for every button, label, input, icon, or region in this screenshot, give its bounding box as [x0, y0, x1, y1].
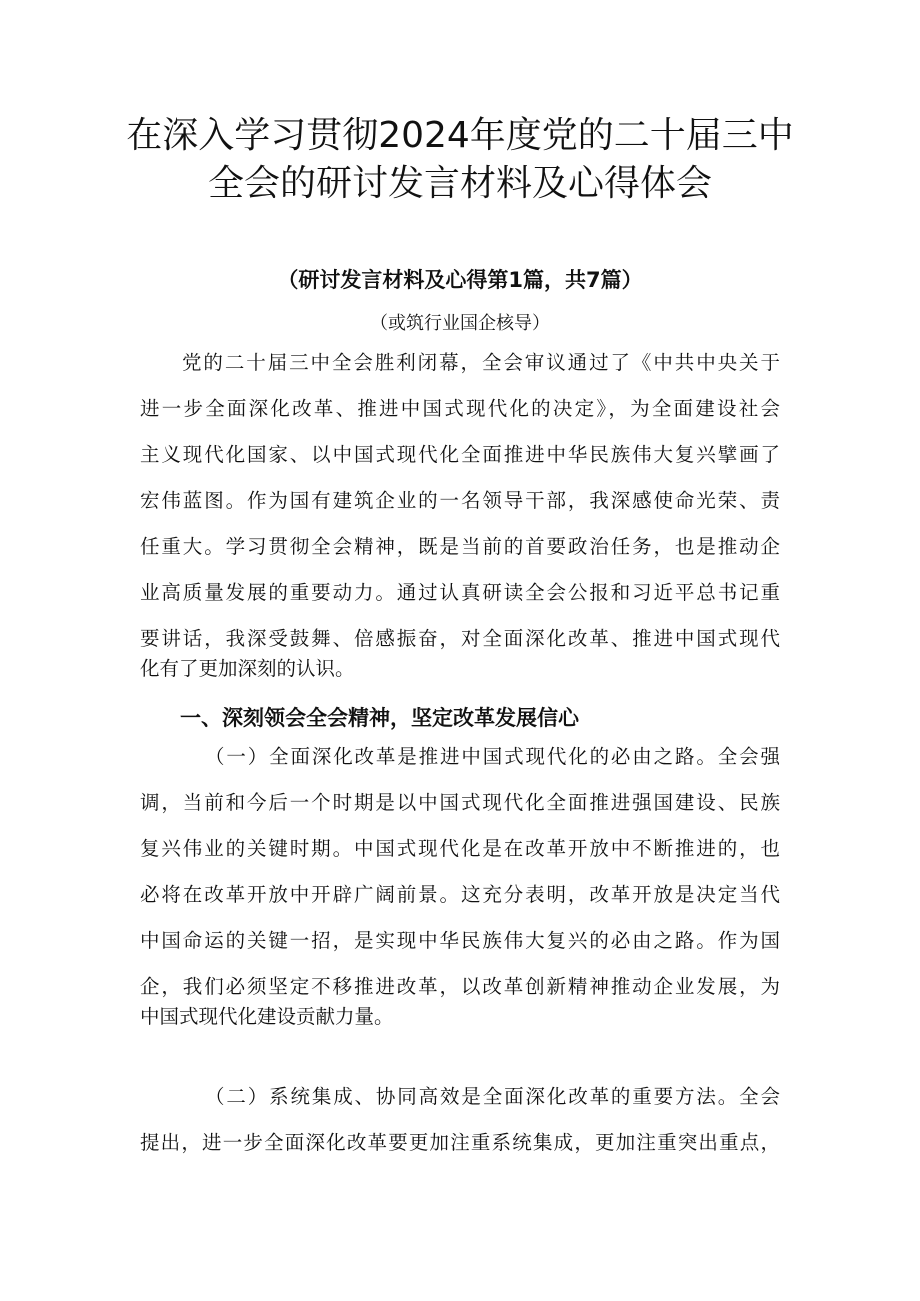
- intro-line: 任重大。学习贯彻全会精神，既是当前的首要政治任务，也是推动企: [140, 535, 780, 558]
- section-heading: 一、深刻领会全会精神，坚定改革发展信心: [180, 706, 579, 730]
- para1-line: 企，我们必须坚定不移推进改革，以改革创新精神推动企业发展，为: [140, 975, 780, 998]
- document-title-line-1: 在深入学习贯彻2024年度党的二十届三中: [126, 115, 794, 156]
- para1-line: 中国命运的关键一招，是实现中华民族伟大复兴的必由之路。作为国: [140, 929, 780, 952]
- intro-line: 要讲话，我深受鼓舞、倍感振奋，对全面深化改革、推进中国式现代: [140, 627, 780, 650]
- intro-line: 主义现代化国家、以中国式现代化全面推进中华民族伟大复兴擘画了: [140, 443, 780, 466]
- intro-line: 党的二十届三中全会胜利闭幕，全会审议通过了《中共中央关于: [182, 351, 780, 374]
- para2-line: （二）系统集成、协同高效是全面深化改革的重要方法。全会: [205, 1085, 780, 1108]
- para2-line: 提出，进一步全面深化改革要更加注重系统集成，更加注重突出重点，: [140, 1131, 780, 1154]
- para1-line: 中国式现代化建设贡献力量。: [140, 1005, 394, 1028]
- intro-line: 进一步全面深化改革、推进中国式现代化的决定》，为全面建设社会: [140, 397, 780, 420]
- para1-line: 调，当前和今后一个时期是以中国式现代化全面推进强国建设、民族: [140, 791, 780, 814]
- document-subtitle: （研讨发言材料及心得第1篇，共7篇）: [277, 268, 643, 292]
- intro-line: 业高质量发展的重要动力。通过认真研读全会公报和习近平总书记重: [140, 581, 780, 604]
- para1-line: 复兴伟业的关键时期。中国式现代化是在改革开放中不断推进的，也: [140, 837, 780, 860]
- document-title-line-2: 全会的研讨发言材料及心得体会: [207, 163, 712, 204]
- intro-line: 宏伟蓝图。作为国有建筑企业的一名领导干部，我深感使命光荣、责: [140, 489, 780, 512]
- intro-line: 化有了更加深刻的认识。: [140, 657, 355, 680]
- document-author-note: （或筑行业国企核导）: [370, 313, 550, 334]
- para1-line: （一）全面深化改革是推进中国式现代化的必由之路。全会强: [205, 745, 780, 768]
- para1-line: 必将在改革开放中开辟广阔前景。这充分表明，改革开放是决定当代: [140, 883, 780, 906]
